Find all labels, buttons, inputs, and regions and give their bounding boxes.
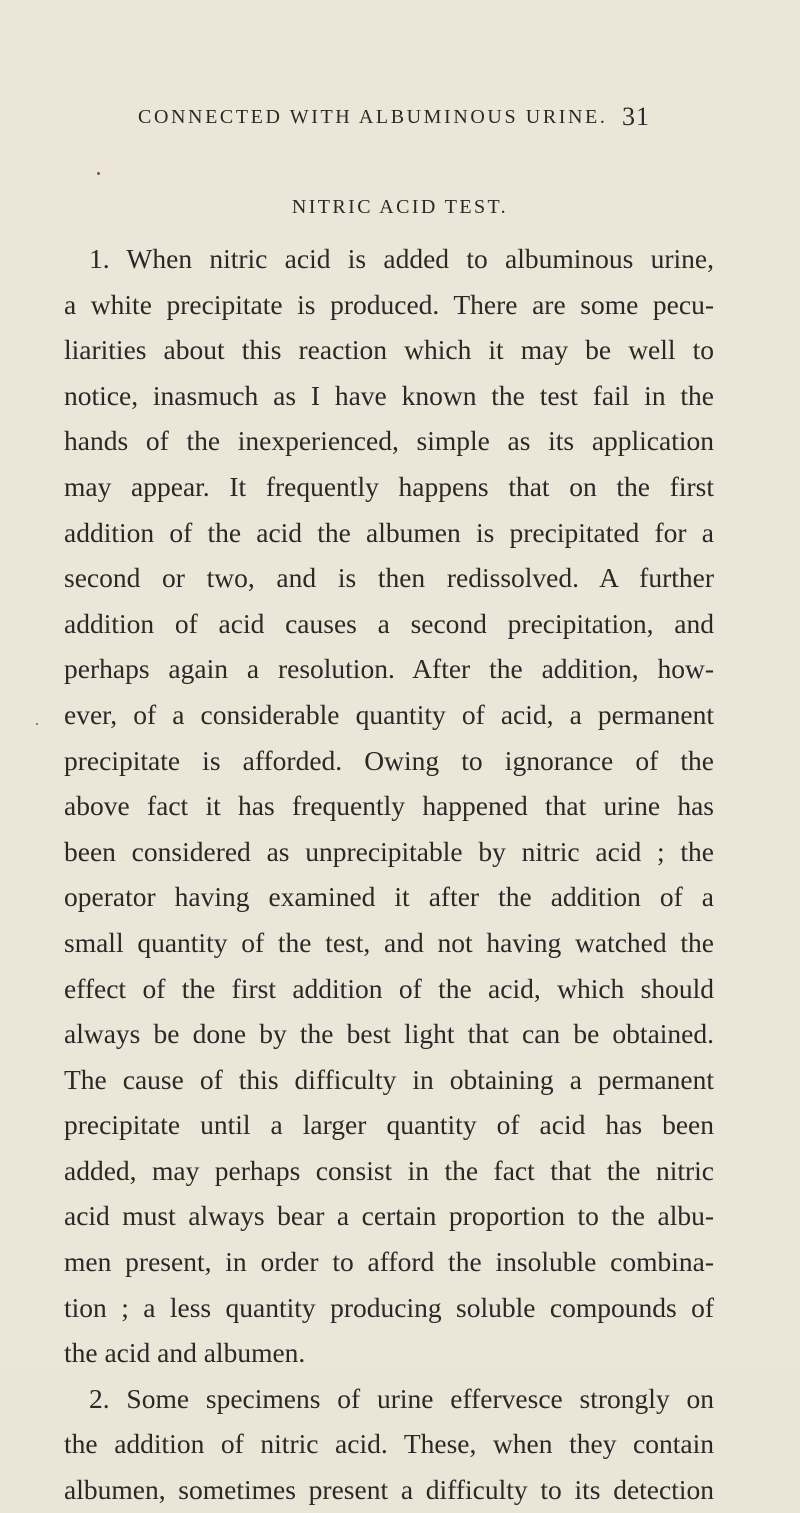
text-line: been considered as unprecipitable by nitric acid ; the bbox=[64, 835, 714, 867]
ink-speck bbox=[36, 723, 38, 725]
text-line: above fact it has frequently happened that urine has bbox=[64, 790, 714, 822]
text-line: precipitate is afforded. Owing to ignorance of the bbox=[64, 744, 714, 776]
text-line: may appear. It frequently happens that on the first bbox=[64, 470, 714, 502]
text-line: perhaps again a resolution. After the addition, how- bbox=[64, 653, 714, 685]
text-line: ever, of a considerable quantity of acid, a permanent bbox=[64, 698, 714, 730]
text-line: acid must always bear a certain proportion to the albu- bbox=[64, 1200, 714, 1232]
section-title: NITRIC ACID TEST. bbox=[291, 196, 509, 218]
page-number: 31 bbox=[622, 102, 650, 131]
text-line: added, may perhaps consist in the fact that the nitric bbox=[64, 1154, 714, 1186]
ink-speck bbox=[97, 172, 100, 175]
running-title: CONNECTED WITH ALBUMINOUS URINE. bbox=[138, 106, 608, 128]
text-line: hands of the inexperienced, simple as its application bbox=[64, 425, 714, 457]
text-line: liarities about this reaction which it may be well to bbox=[64, 334, 714, 366]
text-line: 1. When nitric acid is added to albuminous urine, bbox=[89, 243, 714, 274]
text-line: small quantity of the test, and not having watched the bbox=[64, 926, 714, 958]
text-line: notice, inasmuch as I have known the test fail in the bbox=[64, 379, 714, 411]
text-line: a white precipitate is produced. There are some pecu- bbox=[64, 288, 714, 320]
text-line: albumen, sometimes present a difficulty to its detection bbox=[64, 1474, 714, 1506]
text-line: operator having examined it after the addition of a bbox=[64, 881, 714, 913]
body-text bbox=[64, 236, 714, 1513]
text-line: addition of the acid the albumen is precipitated for a bbox=[64, 516, 714, 548]
text-line: The cause of this difficulty in obtaining a permanent bbox=[64, 1063, 714, 1095]
text-line: 2. Some specimens of urine effervesce strongly on bbox=[89, 1382, 714, 1414]
text-line: precipitate until a larger quantity of acid has been bbox=[64, 1109, 714, 1141]
text-line: tion ; a less quantity producing soluble compounds of bbox=[64, 1291, 714, 1323]
text-line: addition of acid causes a second precipitation, and bbox=[64, 607, 714, 639]
text-line: second or two, and is then redissolved. A further bbox=[64, 562, 714, 594]
text-line: the acid and albumen. bbox=[64, 1337, 306, 1369]
running-head bbox=[128, 102, 650, 134]
text-line: effect of the first addition of the acid, which should bbox=[64, 972, 714, 1004]
text-line: the addition of nitric acid. These, when they contain bbox=[64, 1428, 714, 1460]
text-line: always be done by the best light that can be obtained. bbox=[64, 1018, 714, 1050]
text-line: men present, in order to afford the insoluble combina- bbox=[64, 1246, 714, 1278]
